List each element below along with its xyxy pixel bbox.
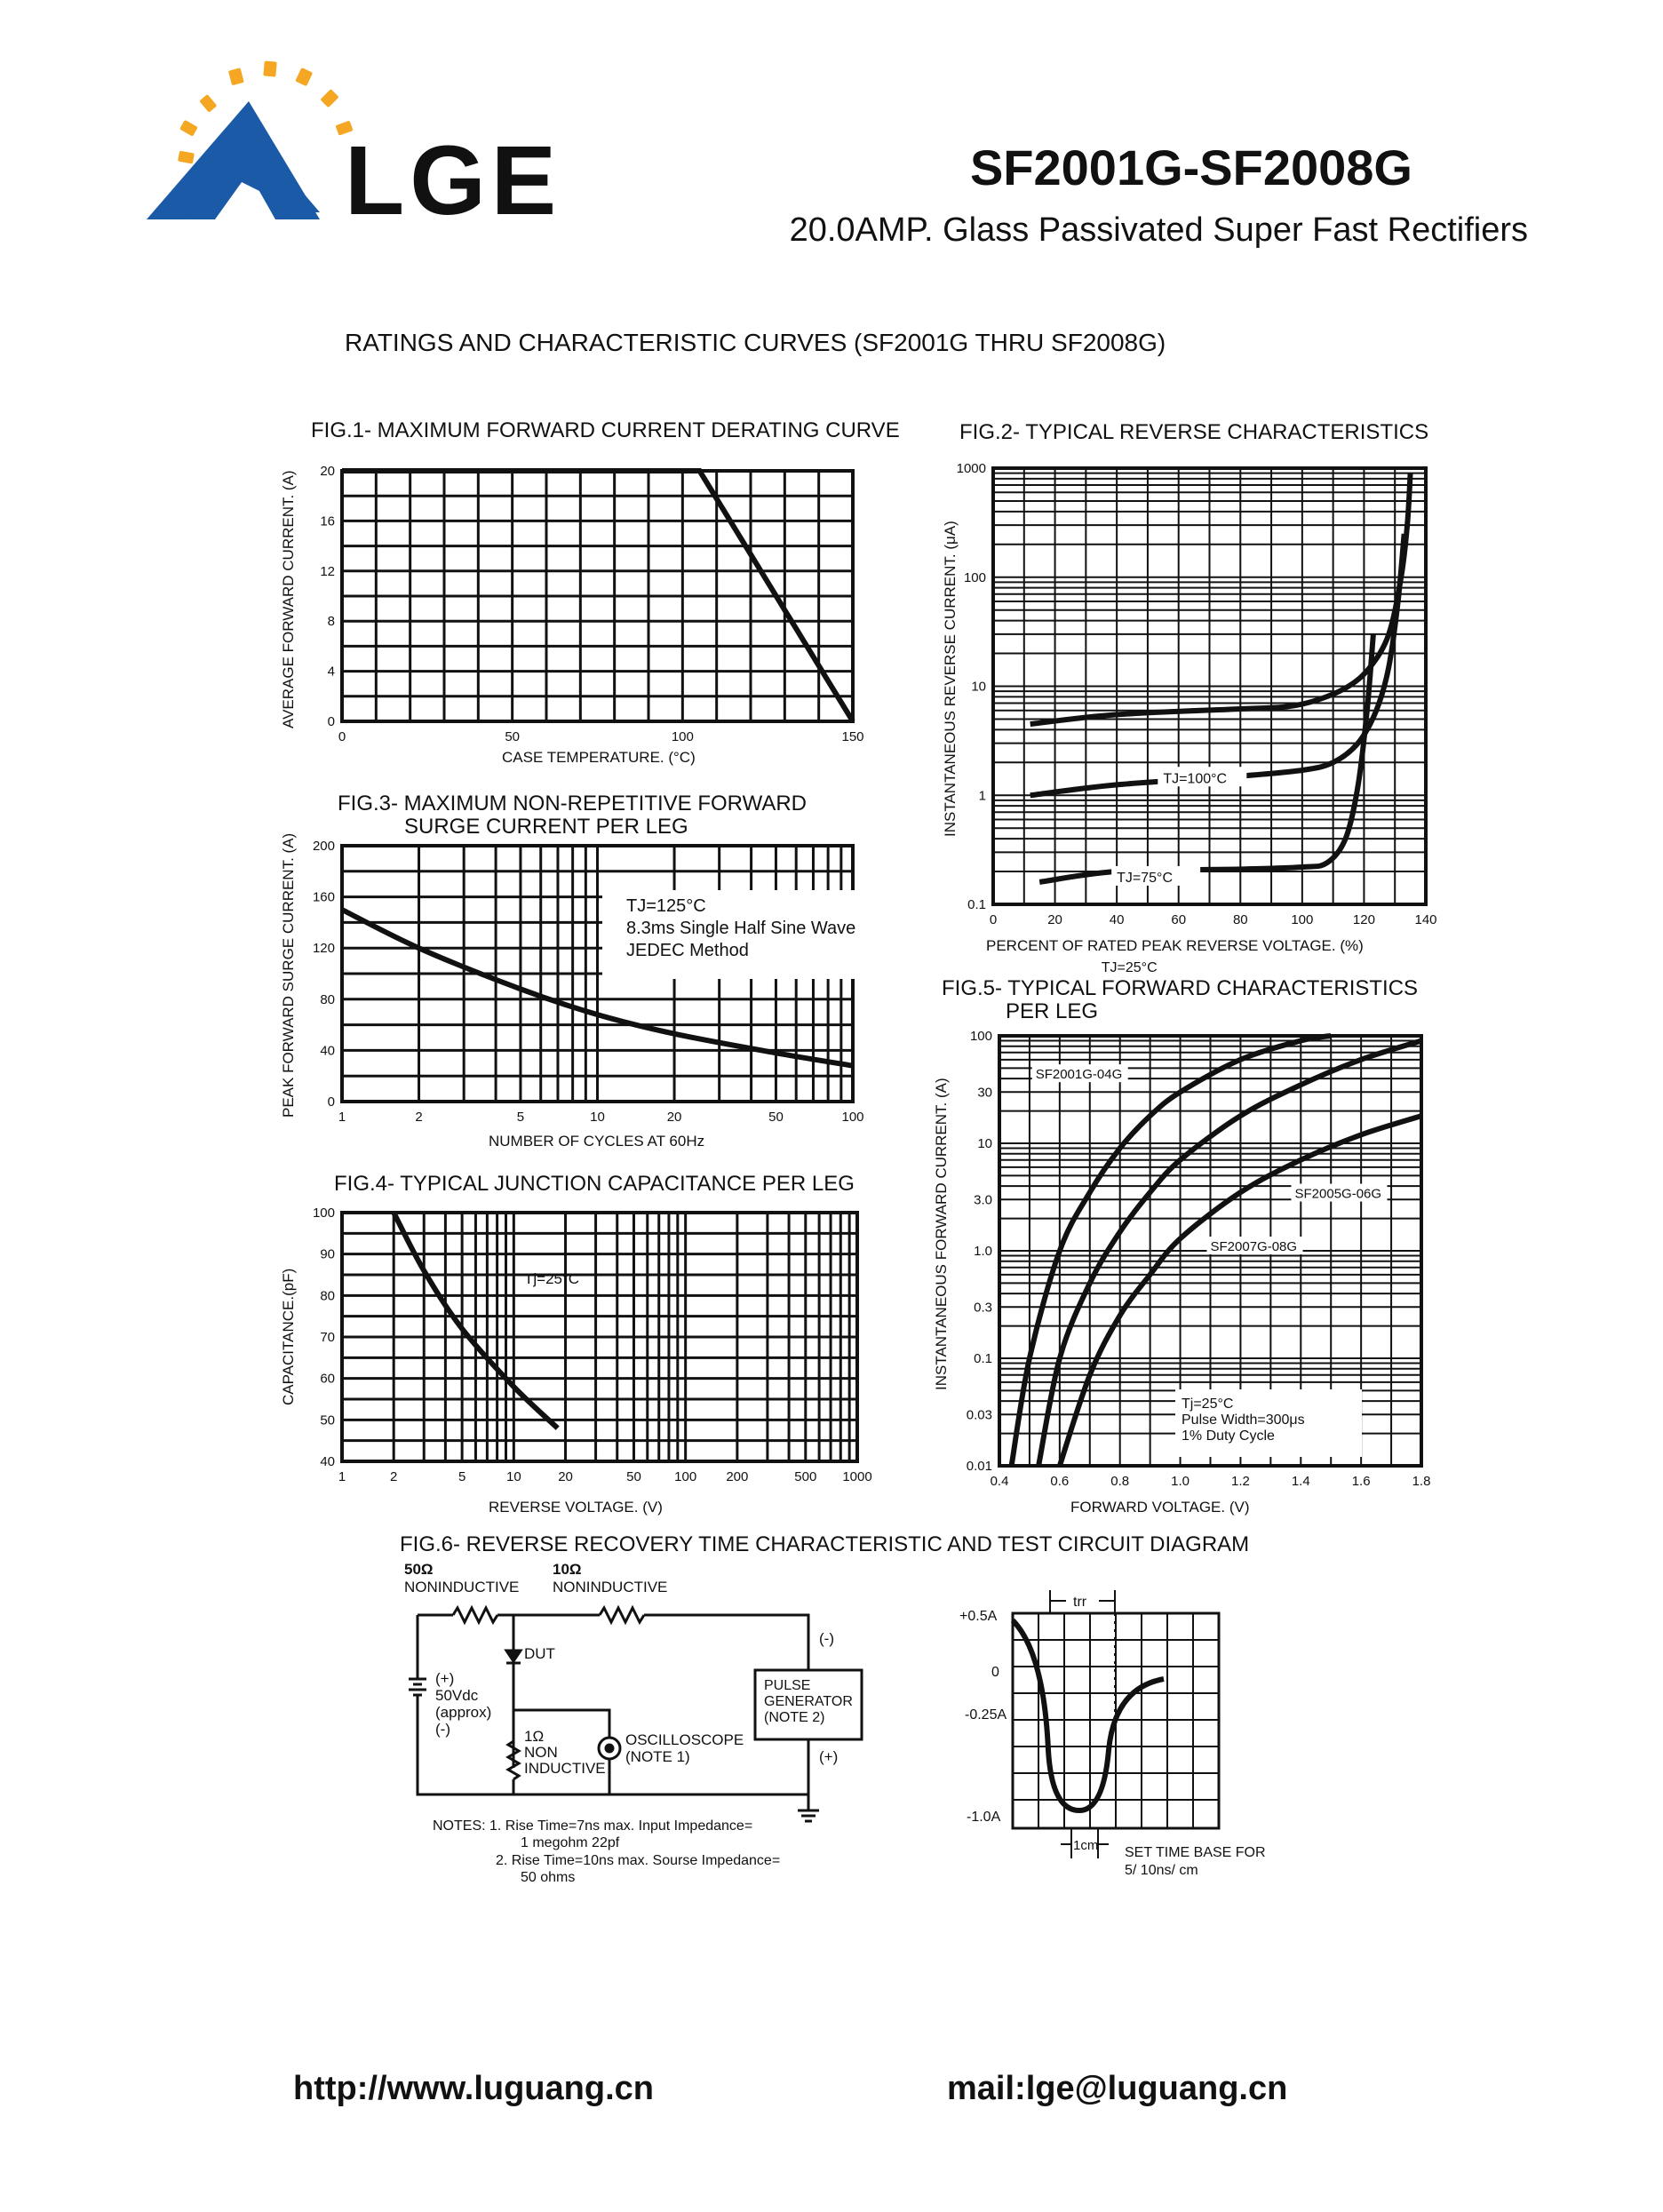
- x-tick-label: 2: [415, 1110, 423, 1125]
- fig2-title: FIG.2- TYPICAL REVERSE CHARACTERISTICS: [959, 420, 1429, 444]
- r3-resistor: [508, 1741, 519, 1779]
- note-2: 2. Rise Time=10ns max. Sourse Impedance=: [496, 1853, 781, 1868]
- trr-label: trr: [1073, 1595, 1087, 1610]
- timebase-line1: SET TIME BASE FOR: [1125, 1845, 1266, 1860]
- generator-minus: (-): [819, 1630, 834, 1647]
- x-tick-label: 5: [516, 1110, 525, 1125]
- dut-label: DUT: [524, 1645, 555, 1662]
- x-tick-label: 80: [1232, 912, 1248, 927]
- wave-label-zero: 0: [991, 1665, 999, 1680]
- battery-icon: [409, 1679, 426, 1695]
- x-tick-label: 0.6: [1050, 1474, 1070, 1489]
- subtitle: 20.0AMP. Glass Passivated Super Fast Rectifiers: [789, 211, 1528, 249]
- x-tick-label: 60: [1171, 912, 1187, 927]
- fig2-series-label: TJ=25°C: [1101, 960, 1158, 976]
- r2-resistor: [600, 1608, 644, 1622]
- r2-note: NONINDUCTIVE: [553, 1579, 668, 1595]
- y-tick-label: 1.0: [974, 1244, 992, 1259]
- wave-label-quarter: -0.25A: [965, 1707, 1007, 1723]
- scope-note: (NOTE 1): [625, 1748, 690, 1765]
- wave-label-plus: +0.5A: [959, 1609, 998, 1624]
- fig4-title: FIG.4- TYPICAL JUNCTION CAPACITANCE PER LEG: [334, 1172, 855, 1196]
- generator-plus: (+): [819, 1748, 839, 1765]
- fig4-xlabel: REVERSE VOLTAGE. (V): [489, 1499, 663, 1516]
- y-tick-label: 0.3: [974, 1300, 992, 1316]
- cm-label: 1cm: [1073, 1838, 1099, 1853]
- x-tick-label: 10: [505, 1469, 521, 1484]
- logo-text: LGE: [345, 126, 562, 235]
- fig1-ylabel: AVERAGE FORWARD CURRENT. (A): [280, 470, 297, 728]
- x-tick-label: 0: [989, 912, 998, 927]
- y-tick-label: 200: [312, 839, 335, 854]
- x-tick-label: 100: [671, 729, 694, 744]
- fig1-chart: [267, 409, 906, 782]
- fig2-chart: [924, 410, 1475, 976]
- x-tick-label: 100: [841, 1110, 864, 1125]
- fig6-diagram: [391, 1528, 1315, 1901]
- fig3-annotation-tj: TJ=125°C: [626, 896, 706, 916]
- y-tick-label: 16: [320, 513, 335, 529]
- x-tick-label: 1.6: [1351, 1474, 1371, 1489]
- source-minus: (-): [435, 1721, 450, 1738]
- y-tick-label: 10: [971, 679, 986, 695]
- fig2-series-line: [1039, 634, 1373, 882]
- footer-email[interactable]: mail:lge@luguang.cn: [947, 2070, 1288, 2107]
- y-tick-label: 12: [320, 563, 335, 579]
- fig4-ylabel: CAPACITANCE.(pF): [280, 1268, 297, 1405]
- fig2-xlabel: PERCENT OF RATED PEAK REVERSE VOLTAGE. (%): [986, 937, 1364, 954]
- generator-label-2: GENERATOR: [764, 1694, 853, 1709]
- source-value: 50Vdc: [435, 1687, 479, 1704]
- y-tick-label: 70: [320, 1330, 335, 1345]
- x-tick-label: 500: [794, 1469, 817, 1484]
- fig3-title-line1: FIG.3- MAXIMUM NON-REPETITIVE FORWARD: [338, 792, 808, 816]
- fig4-chart: [267, 1164, 906, 1519]
- fig5-annotation-duty: 1% Duty Cycle: [1182, 1428, 1275, 1444]
- fig2-ylabel: INSTANTANEOUS REVERSE CURRENT. (μA): [942, 521, 959, 837]
- fig4-annotation: Tj=25°C: [524, 1270, 580, 1287]
- scope-label: OSCILLOSCOPE: [625, 1731, 744, 1748]
- x-tick-label: 50: [626, 1469, 641, 1484]
- y-tick-label: 3.0: [974, 1192, 992, 1208]
- x-tick-label: 2: [390, 1469, 398, 1484]
- y-tick-label: 20: [320, 464, 335, 479]
- y-tick-label: 40: [320, 1043, 335, 1059]
- note-1: NOTES: 1. Rise Time=7ns max. Input Impedance=: [433, 1818, 753, 1834]
- fig3-title-line2: SURGE CURRENT PER LEG: [404, 815, 688, 839]
- r1-resistor: [453, 1608, 497, 1622]
- footer-website[interactable]: http://www.luguang.cn: [293, 2070, 654, 2107]
- y-tick-label: 80: [320, 1288, 335, 1304]
- y-tick-label: 1000: [956, 461, 986, 476]
- generator-label-1: PULSE: [764, 1678, 811, 1693]
- x-tick-label: 0.8: [1110, 1474, 1130, 1489]
- y-tick-label: 100: [312, 1205, 335, 1221]
- note-1-cont: 1 megohm 22pf: [521, 1835, 620, 1850]
- ground-icon: [798, 1810, 819, 1821]
- source-plus: (+): [435, 1670, 455, 1687]
- y-tick-label: 120: [312, 941, 335, 957]
- generator-label-3: (NOTE 2): [764, 1710, 825, 1725]
- x-tick-label: 200: [726, 1469, 749, 1484]
- fig3-annotation-wave: 8.3ms Single Half Sine Wave: [626, 919, 856, 938]
- r2-value: 10Ω: [553, 1561, 582, 1578]
- x-tick-label: 100: [1291, 912, 1314, 927]
- fig5-series-label: SF2001G-04G: [1035, 1067, 1123, 1083]
- fig3-ylabel: PEAK FORWARD SURGE CURRENT. (A): [280, 832, 297, 1118]
- y-tick-label: 0.1: [967, 897, 986, 912]
- part-title: SF2001G-SF2008G: [969, 139, 1412, 195]
- fig5-chart: [924, 968, 1475, 1519]
- note-2-cont: 50 ohms: [521, 1870, 576, 1885]
- r1-value: 50Ω: [404, 1561, 434, 1578]
- fig5-annotation-pulse: Pulse Width=300μs: [1182, 1412, 1305, 1428]
- fig5-ylabel: INSTANTANEOUS FORWARD CURRENT. (A): [933, 1078, 950, 1390]
- x-tick-label: 20: [558, 1469, 573, 1484]
- r3-value: 1Ω: [524, 1728, 545, 1745]
- x-tick-label: 1.8: [1412, 1474, 1431, 1489]
- r1-note: NONINDUCTIVE: [404, 1579, 520, 1595]
- fig5-series-label: SF2005G-06G: [1294, 1186, 1382, 1202]
- y-tick-label: 0.1: [974, 1351, 992, 1366]
- fig5-annotation-tj: Tj=25°C: [1182, 1396, 1234, 1412]
- y-tick-label: 8: [327, 614, 335, 630]
- y-tick-label: 10: [977, 1136, 992, 1151]
- section-title: RATINGS AND CHARACTERISTIC CURVES (SF2001G THRU SF2008G): [345, 329, 1166, 356]
- fig2-series-label: TJ=75°C: [1117, 870, 1174, 886]
- y-tick-label: 0.03: [966, 1407, 992, 1423]
- r3-note2: INDUCTIVE: [524, 1760, 606, 1777]
- fig2-series-label: TJ=100°C: [1163, 771, 1228, 787]
- timebase-line2: 5/ 10ns/ cm: [1125, 1863, 1198, 1878]
- x-tick-label: 1: [338, 1110, 346, 1125]
- y-tick-label: 160: [312, 889, 335, 905]
- y-tick-label: 1: [978, 788, 986, 804]
- y-tick-label: 80: [320, 991, 335, 1007]
- x-tick-label: 1.4: [1291, 1474, 1310, 1489]
- y-tick-label: 60: [320, 1371, 335, 1387]
- y-tick-label: 40: [320, 1454, 335, 1469]
- y-tick-label: 30: [977, 1085, 992, 1101]
- fig5-series-label: SF2007G-08G: [1210, 1239, 1298, 1254]
- fig3-xlabel: NUMBER OF CYCLES AT 60Hz: [489, 1133, 705, 1150]
- y-tick-label: 4: [327, 664, 335, 680]
- x-tick-label: 120: [1352, 912, 1375, 927]
- x-tick-label: 20: [1047, 912, 1062, 927]
- r3-note1: NON: [524, 1744, 558, 1761]
- y-tick-label: 0.01: [966, 1459, 992, 1474]
- x-tick-label: 1.2: [1230, 1474, 1250, 1489]
- fig5-xlabel: FORWARD VOLTAGE. (V): [1070, 1499, 1250, 1516]
- fig6-title: FIG.6- REVERSE RECOVERY TIME CHARACTERISTIC AND TEST CIRCUIT DIAGRAM: [400, 1532, 1250, 1556]
- x-tick-label: 10: [590, 1110, 605, 1125]
- fig1-xlabel: CASE TEMPERATURE. (°C): [502, 749, 696, 766]
- x-tick-label: 0.4: [990, 1474, 1009, 1489]
- fig3-chart: [267, 782, 906, 1155]
- x-tick-label: 140: [1414, 912, 1437, 927]
- dut-diode-icon: [506, 1651, 521, 1663]
- fig5-title-line1: FIG.5- TYPICAL FORWARD CHARACTERISTICS: [942, 976, 1419, 1000]
- y-tick-label: 100: [969, 1029, 992, 1044]
- fig3-annotation-method: JEDEC Method: [626, 941, 749, 960]
- x-tick-label: 5: [458, 1469, 466, 1484]
- x-tick-label: 40: [1109, 912, 1125, 927]
- x-tick-label: 1.0: [1171, 1474, 1190, 1489]
- source-note: (approx): [435, 1704, 492, 1721]
- x-tick-label: 0: [338, 729, 346, 744]
- x-tick-label: 150: [841, 729, 864, 744]
- y-tick-label: 100: [963, 569, 986, 585]
- y-tick-label: 90: [320, 1246, 335, 1262]
- x-tick-label: 50: [768, 1110, 784, 1125]
- fig5-title-line2: PER LEG: [1006, 999, 1099, 1023]
- x-tick-label: 1000: [842, 1469, 872, 1484]
- x-tick-label: 1: [338, 1469, 346, 1484]
- wave-label-minus: -1.0A: [967, 1810, 1001, 1825]
- y-tick-label: 0: [327, 714, 335, 729]
- fig1-title: FIG.1- MAXIMUM FORWARD CURRENT DERATING CURVE: [311, 418, 900, 442]
- x-tick-label: 50: [505, 729, 521, 744]
- x-tick-label: 100: [674, 1469, 697, 1484]
- y-tick-label: 50: [320, 1412, 335, 1428]
- x-tick-label: 20: [666, 1110, 682, 1125]
- y-tick-label: 0: [327, 1094, 335, 1110]
